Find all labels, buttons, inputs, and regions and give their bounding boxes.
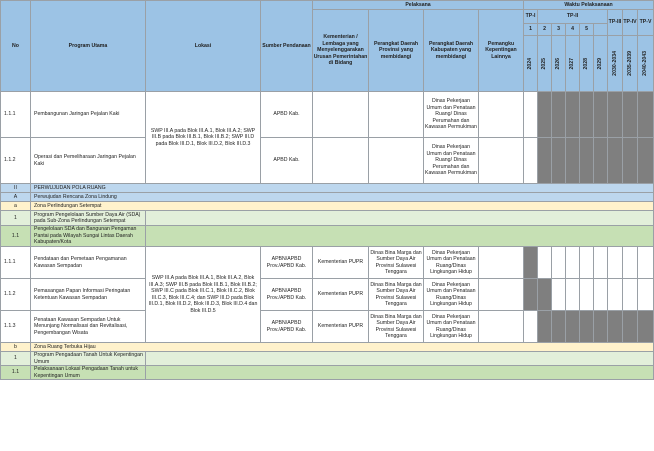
section-row — [1, 193, 654, 202]
header-pemangku: Pemangku Kepentingan Lainnya — [479, 10, 524, 92]
header-n5b — [594, 24, 608, 36]
header-tp4: TP-IV — [623, 10, 638, 36]
header-sumber: Sumber Pendanaan — [261, 1, 313, 92]
row-program: Pendataan dan Pemetaan Pengamanan Kawasan Sempadan — [31, 247, 146, 279]
row-sumber: APBN/APBD Prov./APBD Kab. — [261, 279, 313, 311]
header-n2: 2 — [538, 24, 552, 36]
header-n5: 5 — [580, 24, 594, 36]
program-no: 1 — [1, 211, 31, 226]
header-n3: 3 — [552, 24, 566, 36]
header-kab: Perangkat Daerah Kabupaten yang membidangi — [424, 10, 479, 92]
zone-label: Zona Perlindungan Setempat — [31, 202, 654, 211]
kegiatan-label: Pelaksanaan Lokasi Pengadaan Tanah untuk Kepentingan Umum — [31, 366, 146, 380]
header-row-1 — [1, 1, 654, 10]
row-program: Pembangunan Jaringan Pejalan Kaki — [31, 92, 146, 138]
section-label: PERWUJUDAN POLA RUANG — [31, 184, 654, 193]
zone-no: a — [1, 202, 31, 211]
row-prov: Dinas Bina Marga dan Sumber Daya Air Provinsi Sulawesi Tenggara — [369, 279, 424, 311]
kegiatan-no: 1.1 — [1, 366, 31, 380]
table-row — [1, 138, 654, 184]
row-no: 1.1.2 — [1, 138, 31, 184]
kegiatan-row — [1, 366, 654, 380]
year-2040-2043: 2040-2043 — [638, 36, 654, 92]
year-2028: 2028 — [580, 36, 594, 92]
header-prov: Perangkat Daerah Provinsi yang membidangi — [369, 10, 424, 92]
year-2027: 2027 — [566, 36, 580, 92]
header-n1: 1 — [524, 24, 538, 36]
row-program: Operasi dan Pemeliharaan Jaringan Pejalan Kaki — [31, 138, 146, 184]
program-label: Program Pengadaan Tanah Untuk Kepentingan Umum — [31, 352, 146, 366]
year-2030-2034: 2030-2034 — [608, 36, 623, 92]
section-no: A — [1, 193, 31, 202]
row-kab: Dinas Pekerjaan Umum dan Penataan Ruang/ Dinas Perumahan dan Kawasan Permukiman — [424, 138, 479, 184]
table-row — [1, 279, 654, 311]
header-waktu: Waktu Pelaksanaan — [524, 1, 654, 10]
row-prov: Dinas Bina Marga dan Sumber Daya Air Provinsi Sulawesi Tenggara — [369, 311, 424, 343]
row-no: 1.1.2 — [1, 279, 31, 311]
header-program: Program Utama — [31, 1, 146, 92]
row-kab: Dinas Pekerjaan Umum dan Penataan Ruang/Dinas Lingkungan Hidup — [424, 311, 479, 343]
row-kab: Dinas Pekerjaan Umum dan Penataan Ruang/Dinas Lingkungan Hidup — [424, 279, 479, 311]
header-kementerian: Kementerian / Lembaga yang Menyelenggarakan Urusan Pemerintahan di Bidang — [313, 10, 369, 92]
row-no: 1.1.3 — [1, 311, 31, 343]
row-prov: Dinas Bina Marga dan Sumber Daya Air Provinsi Sulawesi Tenggara — [369, 247, 424, 279]
table-row — [1, 311, 654, 343]
program-row — [1, 352, 654, 366]
row-kementerian: Kementerian PUPR — [313, 247, 369, 279]
section-row — [1, 184, 654, 193]
row-sumber: APBN/APBD Prov./APBD Kab. — [261, 247, 313, 279]
row-no: 1.1.1 — [1, 92, 31, 138]
header-n4: 4 — [566, 24, 580, 36]
program-no: 1 — [1, 352, 31, 366]
row-kab: Dinas Pekerjaan Umum dan Penataan Ruang/Dinas Lingkungan Hidup — [424, 247, 479, 279]
row-kementerian: Kementerian PUPR — [313, 311, 369, 343]
year-2026: 2026 — [552, 36, 566, 92]
zone-row — [1, 202, 654, 211]
row-sumber: APBD Kab. — [261, 92, 313, 138]
row-kementerian: Kementerian PUPR — [313, 279, 369, 311]
row-sumber: APBN/APBD Prov./APBD Kab. — [261, 311, 313, 343]
row-no: 1.1.1 — [1, 247, 31, 279]
kegiatan-no: 1.1 — [1, 226, 31, 247]
header-tp1: TP-I — [524, 10, 538, 24]
row-lokasi: SWP III.A pada Blok III.A.1, Blok III.A.2, Blok III.A.3; SWP III.B pada Blok III.B.1, Blok III.B.2; SWP III.C pada Blok III.C.1, Blok III.C.2, Blok III.C.3, Blok III.C.4; dan SWP III.D pada Blok III.D.1, Blok III.D.2, Blok III.D.3, Blok III.D.4 dan Blok III.D.5 — [146, 247, 261, 343]
header-tp3: TP-III — [608, 10, 623, 36]
year-2029: 2029 — [594, 36, 608, 92]
table-row — [1, 92, 654, 138]
header-tp2: TP-II — [538, 10, 608, 24]
program-label: Program Pengelolaan Sumber Daya Air (SDA) pada Sub-Zona Perlindungan Setempat — [31, 211, 146, 226]
year-2035-2039: 2035-2039 — [623, 36, 638, 92]
header-pelaksana: Pelaksana — [313, 1, 524, 10]
zone-row — [1, 343, 654, 352]
row-lokasi: SWP III.A pada Blok III.A.1, Blok III.A.2; SWP III.B pada Blok III.B.1, Blok III.B.2; SWP III.D pada Blok III.D.1, Blok III.D.2, Blok III.D.3 — [146, 92, 261, 184]
header-no: No — [1, 1, 31, 92]
header-lokasi: Lokasi — [146, 1, 261, 92]
table-row — [1, 247, 654, 279]
year-2024: 2024 — [524, 36, 538, 92]
zone-no: b — [1, 343, 31, 352]
header-tp5: TP-V — [638, 10, 654, 36]
kegiatan-row — [1, 226, 654, 247]
row-kab: Dinas Pekerjaan Umum dan Penataan Ruang/ Dinas Perumahan dan Kawasan Permukiman — [424, 92, 479, 138]
section-no: II — [1, 184, 31, 193]
year-2025: 2025 — [538, 36, 552, 92]
row-program: Pemasangan Papan Informasi Peringatan Ketentuan Kawasan Sempadan — [31, 279, 146, 311]
kegiatan-label: Pengelolaan SDA dan Bangunan Pengaman Pantai pada Wilayah Sungai Lintas Daerah Kabupaten/Kota — [31, 226, 146, 247]
row-sumber: APBD Kab. — [261, 138, 313, 184]
row-program: Penataan Kawasan Sempadan Untuk Menunjang Normalisasi dan Revitalisasi, Pengembangan Wisata — [31, 311, 146, 343]
zone-label: Zona Ruang Terbuka Hijau — [31, 343, 654, 352]
program-row — [1, 211, 654, 226]
section-label: Perwujudan Rencana Zona Lindung — [31, 193, 654, 202]
